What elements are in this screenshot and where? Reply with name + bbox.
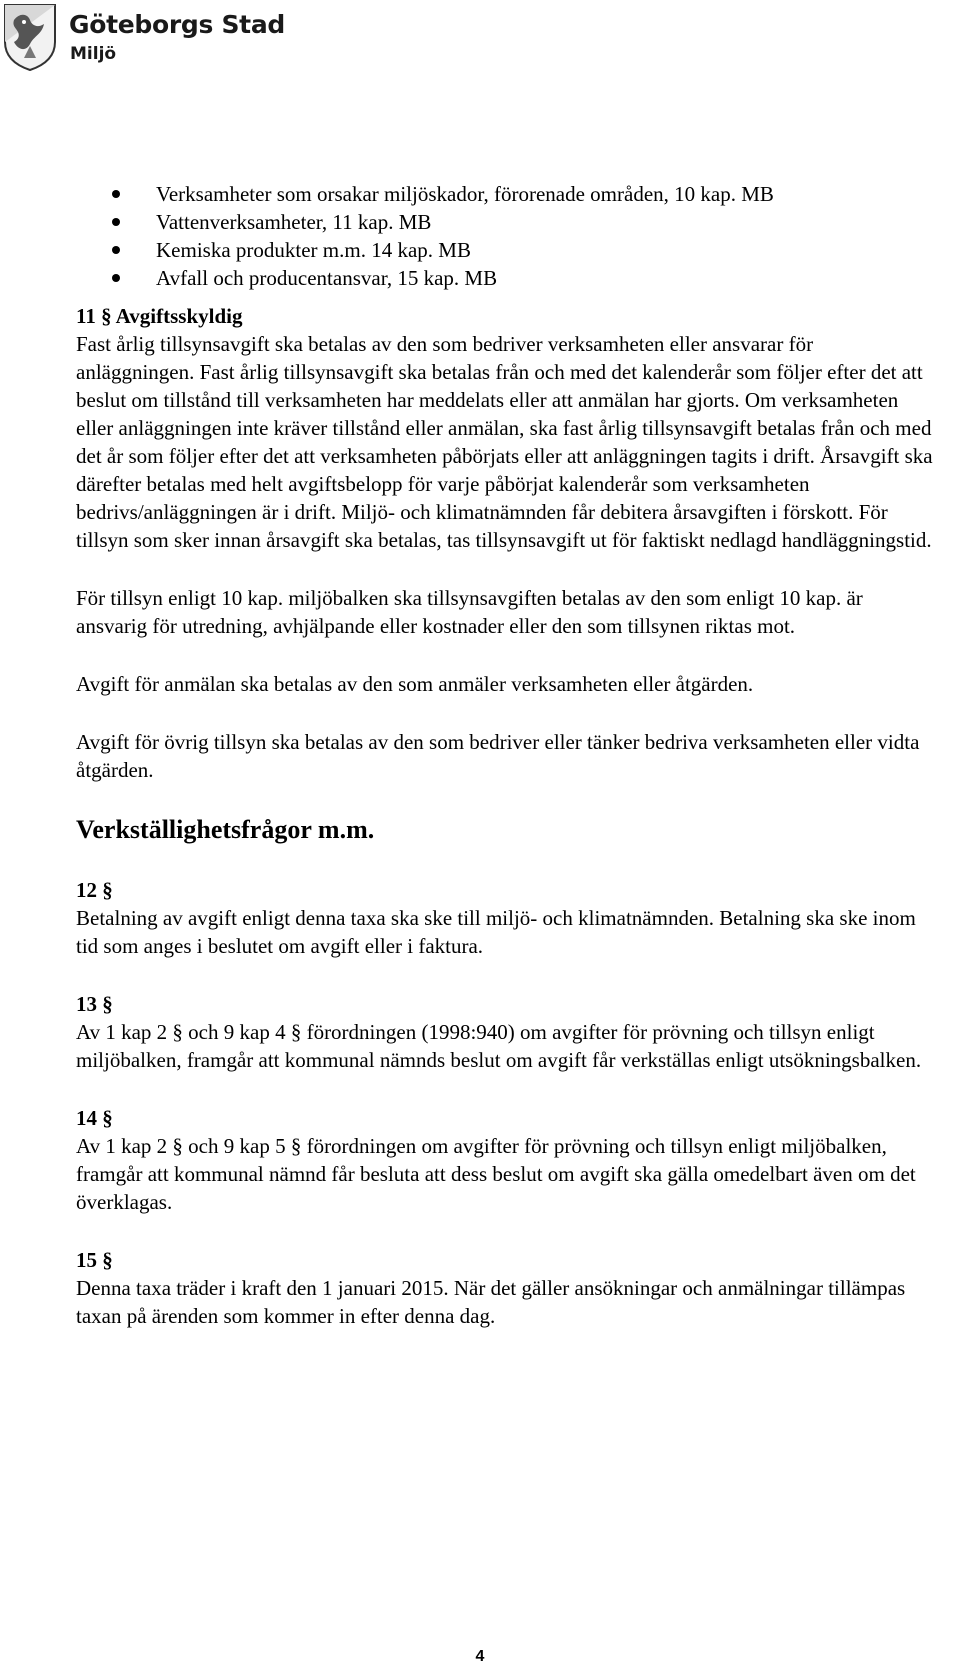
- section-12-heading: 12 §: [76, 878, 113, 902]
- section-14-text: Av 1 kap 2 § och 9 kap 5 § förordningen om avgifter för prövning och tillsyn enligt miljöbalken, framgår att kommunal nämnd får besluta att dess beslut om avgift ska gälla omedelbart även om det överklagas.: [76, 1134, 916, 1214]
- verkstallighet-heading: Verkställighetsfrågor m.m.: [76, 815, 375, 844]
- section-15-text: Denna taxa träder i kraft den 1 januari 2015. När det gäller ansökningar och anmälningar tillämpas taxan på ärenden som kommer in efter denna dag.: [76, 1276, 906, 1328]
- document-body: [76, 180, 936, 1330]
- section-11-paragraph-4: Avgift för övrig tillsyn ska betalas av den som bedriver eller tänker bedriva verksamheten eller vidta åtgärden.: [76, 730, 920, 782]
- section-11-heading: 11 § Avgiftsskyldig: [76, 304, 243, 328]
- section-12-text: Betalning av avgift enligt denna taxa ska ske till miljö- och klimatnämnden. Betalning ska ske inom tid som anges i beslutet om avgift eller i faktura.: [76, 906, 916, 958]
- document-header: [0, 0, 400, 80]
- section-11-paragraph-2: För tillsyn enligt 10 kap. miljöbalken ska tillsynsavgiften betalas av den som enligt 10 kap. är ansvarig för utredning, avhjälpande eller kostnader eller den som tillsynen riktas mot.: [76, 586, 863, 638]
- list-item: Verksamheter som orsakar miljöskador, förorenade områden, 10 kap. MB: [76, 180, 936, 208]
- list-item: Avfall och producentansvar, 15 kap. MB: [76, 264, 936, 292]
- bullet-icon: [112, 274, 120, 282]
- section-14-heading: 14 §: [76, 1106, 113, 1130]
- section-13-heading: 13 §: [76, 992, 113, 1016]
- section-11-paragraph-1: Fast årlig tillsynsavgift ska betalas av den som bedriver verksamheten eller ansvarar för anläggningen. Fast årlig tillsynsavgift ska betalas från och med det kalenderår som följer efter det att beslut om tillstånd till verksamheten har meddelats eller att anmälan har gjorts. Om verksamheten eller anläggningen inte kräver tillstånd eller anmälan, ska fast årlig tillsynsavgift betalas från och med det år som följer efter det att verksamheten påbörjats eller att anläggningen tagits i drift. Årsavgift ska därefter betalas med helt avgiftsbelopp för varje påbörjat kalenderår som verksamheten bedrivs/anläggningen är i drift. Miljö- och klimatnämnden får debitera årsavgiften i förskott. För tillsyn som sker innan årsavgift ska betalas, tas tillsynsavgift ut för faktiskt nedlagd handläggningstid.: [76, 332, 933, 552]
- city-coat-of-arms-icon: [2, 2, 58, 72]
- chapter-bullet-list: [76, 180, 936, 292]
- organization-name: Göteborgs Stad: [69, 10, 286, 39]
- list-item: Vattenverksamheter, 11 kap. MB: [76, 208, 936, 236]
- section-15-heading: 15 §: [76, 1248, 113, 1272]
- section-13-text: Av 1 kap 2 § och 9 kap 4 § förordningen (1998:940) om avgifter för prövning och tillsyn enligt miljöbalken, framgår att kommunal nämnds beslut om avgift får verkställas enligt utsökningsbalken.: [76, 1020, 922, 1072]
- page-number: 4: [475, 1648, 485, 1665]
- bullet-icon: [112, 190, 120, 198]
- bullet-icon: [112, 218, 120, 226]
- list-item: Kemiska produkter m.m. 14 kap. MB: [76, 236, 936, 264]
- section-11-paragraph-3: Avgift för anmälan ska betalas av den som anmäler verksamheten eller åtgärden.: [76, 672, 754, 696]
- bullet-icon: [112, 246, 120, 254]
- department-name: Miljö: [70, 44, 117, 64]
